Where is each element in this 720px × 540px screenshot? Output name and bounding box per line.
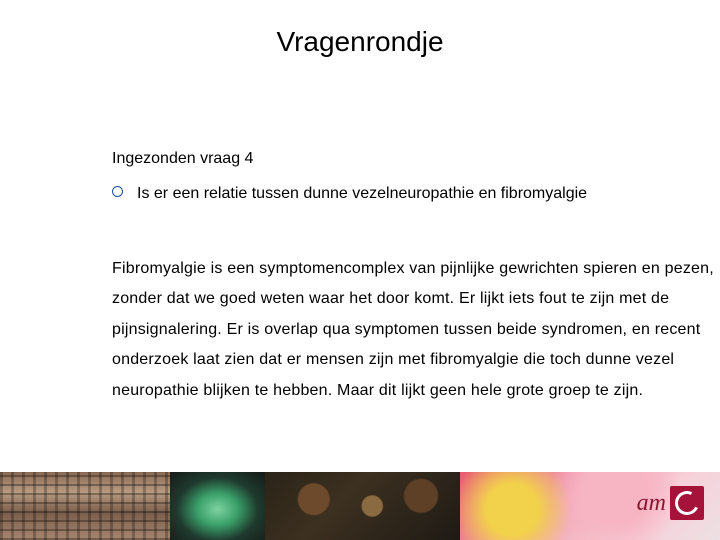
brain-scan-photo — [170, 472, 265, 540]
answer-text: Fibromyalgie is een symptomencomplex van pijnlijke gewrichten spieren en pezen, zonder dat we goed weten waar het door komt. Er lijkt iets fout te zijn met de pijnsignalering. Er is overlap qua symptomen tussen beide syndromen, en recent onderzoek laat zien dat er mensen zijn met fibromyalgie die toch dunne vezel neuropathie blijken te hebben. Maar dit lijkt geen hele grote groep te zijn. — [112, 260, 714, 399]
amc-c-icon — [672, 488, 703, 519]
amc-logo-text: am — [636, 489, 666, 516]
slide-title-text: Vragenrondje — [276, 26, 444, 57]
anatomy-painting-photo — [265, 472, 460, 540]
question-label: Ingezonden vraag 4 — [112, 150, 254, 167]
question-text: Is er een relatie tussen dunne vezelneuropathie en fibromyalgie — [137, 185, 588, 202]
question-bullet — [112, 185, 587, 203]
footer-image-strip — [0, 472, 720, 540]
amc-logo — [637, 486, 704, 520]
circle-bullet-icon — [112, 186, 123, 197]
slide-title — [0, 26, 720, 58]
lecture-hall-photo — [0, 472, 170, 540]
anatomy-illustration-photo — [460, 472, 720, 540]
amc-logo-badge — [670, 486, 704, 520]
